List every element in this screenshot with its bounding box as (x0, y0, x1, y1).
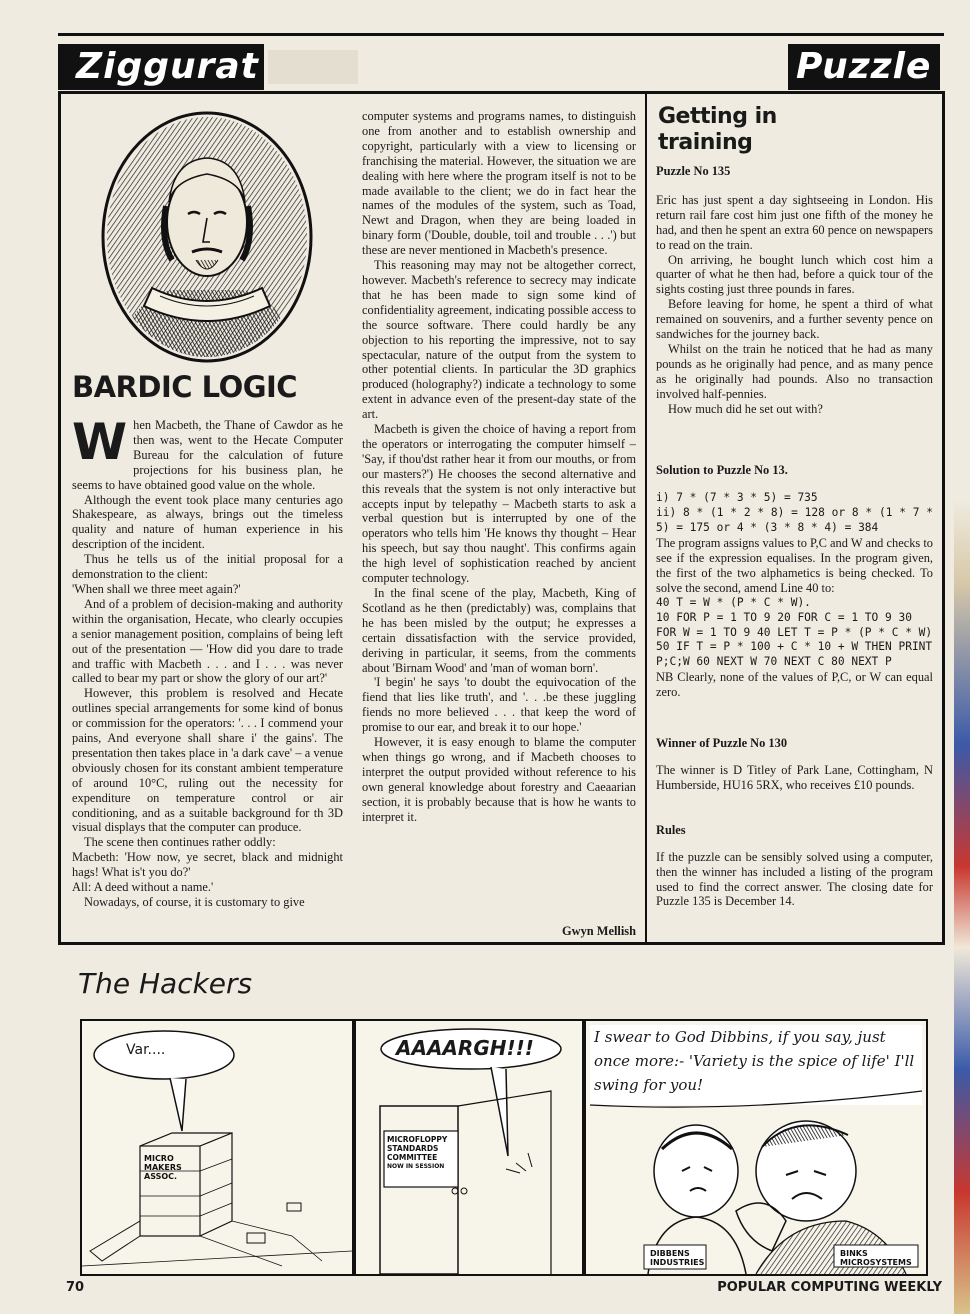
sign-line: MICRO (144, 1154, 174, 1163)
banner-ghost (268, 50, 358, 84)
article-paragraph: computer systems and programs names, to distinguish one from another and to establish ownership and copyright, particularly with a view to licensing or franchising the material. However, the situation we are dealing with here where the program itself is not to be made available to the client; we do in fact hear the names of the modules of the system, such as Toad, Newt and Dragon, when they are being loaded in binary form ('Double, double, toil and trouble . . .') but these are never mentioned in Macbeth's presence. (362, 109, 636, 258)
comic-panel-3 (584, 1019, 928, 1276)
sign-line: BINKS (840, 1249, 868, 1258)
winner-heading: Winner of Puzzle No 130 (656, 736, 788, 751)
article-paragraph: Thus he tells us of the initial proposal for a demonstration to the client: (72, 552, 343, 582)
puzzle-headline: Getting in training (658, 104, 777, 155)
article-paragraph: Macbeth is given the choice of having a report from the operators or interrogating the computer himself – 'Say, if thou'dst rather hear it from our mouths, or from our masters?') He chooses the second alternative and this reveals that the system is not only interactive but accepts input by telepathy – Macbeth starts to ask a verbal question but is interrupted by one of the operators who tells him 'He knows thy thought – Hear his speech, but say thou naught'. This confirms again the high level of sophistication reached by ancient computer technology. (362, 422, 636, 586)
comic-title: The Hackers (78, 967, 253, 1000)
right-frame-rule (942, 91, 945, 943)
sign-line: INDUSTRIES (650, 1258, 705, 1267)
article-quote: Macbeth: 'How now, ye secret, black and midnight hags! What is't you do?' (72, 850, 343, 880)
left-frame-rule (58, 91, 61, 943)
puzzle-column (656, 164, 933, 909)
magazine-title: POPULAR COMPUTING WEEKLY (717, 1280, 942, 1295)
puzzle-paragraph: Before leaving for home, he spent a third of what remained on souvenirs, and a further seventy pence on sandwiches for the journey back. (656, 297, 933, 342)
bottom-frame-rule (58, 942, 945, 945)
article-paragraph (72, 413, 343, 493)
solution-note: NB Clearly, none of the values of P,C, or W can equal zero. (656, 670, 933, 700)
panel-2-speech: AAAARGH!!! (396, 1036, 534, 1060)
sign-line: DIBBENS (650, 1249, 690, 1258)
sign-line: COMMITTEE (387, 1153, 438, 1162)
article-paragraph: Nowadays, of course, it is customary to give (84, 895, 305, 909)
panel-3-speech: I swear to God Dibbins, if you say, just once more:- 'Variety is the spice of life' I'll swing for you! (594, 1028, 915, 1094)
article-text: hen Macbeth, the Thane of Cawdor as he then was, went to the Hecate Computer Bureau for the calculation of future projections for his business plan, he seems to have obtained good value on the whole. (72, 418, 343, 492)
puzzle-question: How much did he set out with? (668, 401, 823, 416)
article-paragraph: This reasoning may may not be altogether correct, however. Macbeth's reference to secrecy may indicate that he has been made to sign some kind of confidentiality agreement, indicating possible access to the source software. There could hardly be any objection to his reporting the impressive, not to say spectacular, nature of the output from the system to other potential clients. In particular the 3D graphics produced (holography?) indicate a technology to some extent in advance even of the present-day state of the art. (362, 258, 636, 422)
article-column-2 (362, 109, 636, 825)
article-paragraph: In the final scene of the play, Macbeth, King of Scotland as he then (predictably) was, complains that he has been misled by the output; he expresses a certain dissatisfaction with the service provided, deriving in particular, it seems, from the comments about 'Birnam Wood' and 'man of woman born'. (362, 586, 636, 675)
page-number: 70 (66, 1280, 85, 1295)
section-banner-ziggurat: Ziggurat (58, 44, 264, 90)
portrait-frame (100, 110, 314, 364)
solution-heading: Solution to Puzzle No 13. (656, 462, 788, 477)
panel-1-sign (144, 1154, 182, 1181)
top-rule (58, 33, 944, 36)
article-column-1 (72, 413, 343, 910)
puzzle-paragraph: Whilst on the train he noticed that he had as many pounds as he originally had pence, and as many pence as he originally had pounds. Also no transaction involved half-pennies. (656, 341, 933, 401)
winner-text: The winner is D Titley of Park Lane, Cottingham, N Humberside, HU16 5RX, who receives £10 pounds. (656, 763, 933, 792)
panel-3-sign-left (650, 1249, 704, 1267)
article-headline: BARDIC LOGIC (72, 370, 298, 404)
sign-line: ASSOC. (144, 1172, 178, 1181)
article-paragraph: However, it is easy enough to blame the computer when things go wrong, and if Macbeth chooses to interpret the output provided without reference to his own general knowledge about forestry and Caeaarian section, it is probably because that is how he wants to interpret it. (362, 735, 636, 824)
solution-line: i) 7 * (7 * 3 * 5) = 735 (656, 491, 818, 505)
sign-line: NOW IN SESSION (387, 1163, 445, 1170)
page-edge-strip (954, 500, 970, 1314)
panel-3-sign-right (840, 1249, 912, 1267)
sign-line: STANDARDS (387, 1144, 439, 1153)
shakespeare-engraving-icon (100, 110, 314, 364)
column-divider (645, 91, 647, 943)
panel-1-drawing (82, 1021, 352, 1274)
solution-text: The program assigns values to P,C and W and checks to see if the expression equalises. In the program given, the first of the two alphametics is being checked. To solve the second, amend Line 40 to: (656, 536, 933, 595)
article-quote: All: A deed without a name.' (72, 880, 214, 895)
article-author: Gwyn Mellish (561, 924, 636, 938)
article-paragraph: Although the event took place many centuries ago Shakespeare, as always, brings out the timeless quality and nature of human experience in his description of the incident. (72, 492, 343, 552)
comic-panel-2 (354, 1019, 584, 1276)
solution-code: 10 FOR P = 1 TO 9 20 FOR C = 1 TO 9 30 FOR W = 1 TO 9 40 LET T = P * (P * C * W) 50 IF T = P * 100 + C * 10 + W THEN PRINT P;C;W 60 NEXT W 70 NEXT C 80 NEXT P (656, 610, 933, 669)
rules-heading: Rules (656, 822, 686, 837)
article-quote: 'When shall we three meet again?' (72, 581, 241, 596)
article-paragraph: 'I begin' he says 'to doubt the equivocation of the fiend that lies like truth', and '. . .be these juggling fiends no more believed . . . that keep the word of promise to our ear, and break it to our hope.' (362, 675, 636, 735)
solution-line: ii) 8 * (1 * 2 * 8) = 128 or 8 * (1 * 7 * 5) = 175 or 4 * (3 * 8 * 4) = 384 (656, 506, 933, 535)
article-paragraph: The scene then continues rather oddly: (84, 835, 276, 850)
panel-2-sign (387, 1135, 457, 1171)
header-rule (58, 91, 944, 94)
article-paragraph: However, this problem is resolved and Hecate outlines special arrangements for some kind of bonus or commission for the operators: '. . . I commend your pains, And everyone shall share i' the gains'. The presentation then takes place in 'a dark cave' – a venue obviously chosen for its constant ambient temperature of around 10°C, ruling out the necessity for expenditure on temperature control or air conditioning, and as a suitable background for th 3D visual displays that the computer can produce. (72, 686, 343, 835)
section-banner-puzzle: Puzzle (788, 44, 940, 90)
article-paragraph: And of a problem of decision-making and authority within the organisation, Hecate, who clearly occupies a senior management position, complains of being left out of the presentation — 'How did you dare to trade and traffic with Macbeth . . . and I . . . was never called to bear my part or show the glory of our art?' (72, 596, 343, 686)
sign-line: MAKERS (144, 1163, 182, 1172)
puzzle-number: Puzzle No 135 (656, 164, 731, 178)
puzzle-paragraph: On arriving, he bought lunch which cost him a quarter of what he then had, before a quick tour of the sights costing just three pounds in fares. (656, 252, 933, 297)
sign-line: MICROSYSTEMS (840, 1258, 912, 1267)
panel-1-speech: Var.... (126, 1042, 166, 1058)
drop-cap: W (72, 413, 128, 471)
sign-line: MICROFLOPPY (387, 1135, 448, 1144)
puzzle-paragraph: Eric has just spent a day sightseeing in London. His return rail fare cost him just one fifth of the money he had, and then he spent an extra 60 pence on newspapers to read on the train. (656, 192, 933, 252)
rules-text: If the puzzle can be sensibly solved using a computer, then the winner has included a listing of the program used to find the correct answer. The closing date for Puzzle 135 is December 14. (656, 849, 933, 909)
solution-amend: 40 T = W * (P * C * W). (656, 595, 811, 609)
comic-panel-1 (80, 1019, 354, 1276)
